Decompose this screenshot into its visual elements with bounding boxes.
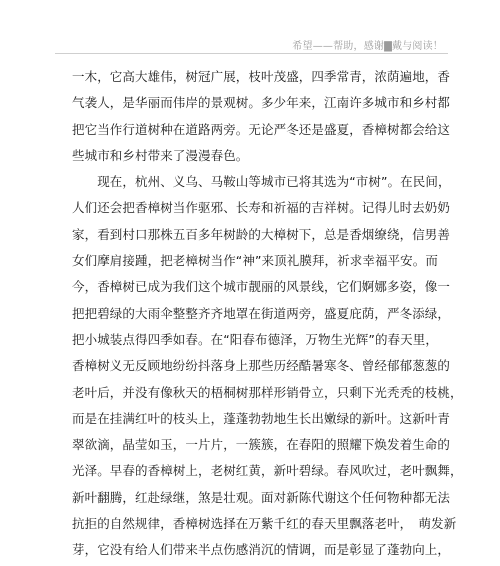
- text-line: 些城市和乡村带来了漫漫春色。: [72, 147, 249, 163]
- text-line: 现在，杭州、义乌、马鞍山等城市已将其选为“市树”。在民间，: [72, 174, 451, 190]
- text-line: 今，香樟树已成为我们这个城市靓丽的风景线，它们婀娜多姿，像一: [72, 279, 451, 295]
- text-line: 家，看到村口那株五百多年树龄的大樟树下，总是香烟缭绕，信男善: [72, 226, 451, 242]
- text-line: 女们摩肩接踵，把老樟树当作“神”来顶礼膜拜，祈求幸福平安。而: [72, 253, 438, 269]
- header-divider: [55, 53, 448, 54]
- text-line: 把把碧绿的大雨伞整整齐齐地罩在街道两旁，盛夏庇荫，严冬添绿，: [72, 305, 451, 321]
- text-line: 新叶翻腾，红赴绿继，煞是壮观。面对新陈代谢这个任何物种都无法: [72, 489, 451, 505]
- text-line: 老叶后，并没有像秋天的梧桐树那样形销骨立，只剩下光秃秃的枝桃，: [72, 384, 463, 400]
- text-line: 香樟树义无反顾地纷纷抖落身上那些历经酷暑寒冬、曾经郁郁葱葱的: [72, 358, 451, 374]
- text-line: 人们还会把香樟树当作驱邪、长寿和祈福的吉祥树。记得儿时去奶奶: [72, 200, 451, 216]
- text-line: 抗拒的自然规律，香樟树选择在万紫千红的春天里飘落老叶， 萌发新: [72, 516, 457, 532]
- text-line: 芽，它没有给人们带来半点伤感消沉的情调，而是彰显了蓬勃向上，: [72, 542, 451, 558]
- text-line: 而是在挂满红叶的枝头上，蓬蓬勃勃地生长出嫩绿的新叶。这新叶青: [72, 410, 451, 426]
- text-line: 翠欲滴，晶莹如玉，一片片，一簇簇，在春阳的照耀下焕发着生命的: [72, 437, 451, 453]
- text-line: 把小城装点得四季如春。在“阳春布德泽，万物生光辉”的春天里，: [72, 331, 438, 347]
- text-line: 气袭人，是华丽而伟岸的景观树。多少年来，江南许多城市和乡村都: [72, 95, 451, 111]
- text-line: 把它当作行道树种在道路两旁。无论严冬还是盛夏，香樟树都会给这: [72, 121, 451, 137]
- body-text: [72, 64, 463, 564]
- text-line: 光泽。早春的香樟树上，老树红黄，新叶碧绿。春风吹过，老叶飘舞，: [72, 463, 463, 479]
- page-header: 希望——帮助，感谢▇戴与阅读！: [292, 41, 443, 52]
- text-line: 一木，它高大雄伟，树冠广展，枝叶茂盛，四季常青，浓荫遍地，香: [72, 69, 451, 84]
